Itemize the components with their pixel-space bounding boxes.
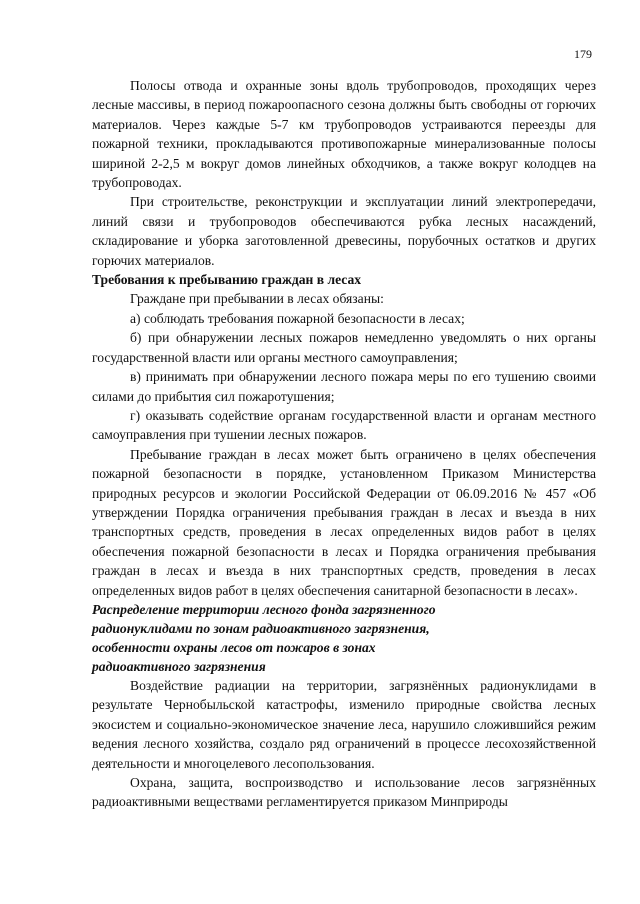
page-number: 179 <box>574 47 592 61</box>
paragraph: Полосы отвода и охранные зоны вдоль трубопроводов, проходящих через лесные массивы, в период пожароопасного сезона должны быть свободны от горючих материалов. Через каждые 5-7 км трубопроводов устраиваются переезды для пожарной техники, прокладываются противопожарные минерализованные полосы шириной 2-2,5 м вокруг домов линейных обходчиков, а также вокруг колодцев на трубопроводах. <box>92 78 596 191</box>
section-heading-italic <box>92 600 596 676</box>
heading-line: особенности охраны лесов от пожаров в зонах <box>92 639 376 655</box>
paragraph: При строительстве, реконструкции и эксплуатации линий электропередачи, линий связи и трубопроводов обеспечиваются рубка лесных насаждений, складирование и уборка заготовленной древесины, порубочных остатков и других горючих материалов. <box>92 194 596 268</box>
paragraph: Граждане при пребывании в лесах обязаны: <box>130 291 384 307</box>
section-heading: Требования к пребыванию граждан в лесах <box>92 272 362 288</box>
paragraph: Пребывание граждан в лесах может быть ограничено в целях обеспечения пожарной безопасности в порядке, установленном Приказом Министерства природных ресурсов и экологии Российской Федерации от 06.09.2016 № 457 «Об утверждении Порядка ограничения пребывания граждан в лесах и въезда в них транспортных средств, проведения в лесах определенных видов работ в целях обеспечения пожарной безопасности в лесах и Порядка ограничения пребывания граждан в лесах и въезда в них транспортных средств, проведения в лесах определенных видов работ в целях обеспечения санитарной безопасности в лесах». <box>92 446 596 598</box>
list-item: г) оказывать содействие органам государственной власти и органам местного самоуправления при тушении лесных пожаров. <box>92 407 596 443</box>
heading-line: радионуклидами по зонам радиоактивного загрязнения, <box>92 620 430 636</box>
list-item: в) принимать при обнаружении лесного пожара меры по его тушению своими силами до прибытия сил пожаротушения; <box>92 369 596 404</box>
paragraph: Охрана, защита, воспроизводство и использование лесов загрязнённых радиоактивными веществами регламентируется приказом Минприроды <box>92 775 596 810</box>
list-item: а) соблюдать требования пожарной безопасности в лесах; <box>130 310 465 326</box>
heading-line: радиоактивного загрязнения <box>92 658 266 674</box>
paragraph: Воздействие радиации на территории, загрязнённых радионуклидами в результате Чернобыльской катастрофы, изменило природные свойства лесных экосистем и социально-экономическое значение леса, нарушило сложившийся режим ведения лесного хозяйства, создало ряд ограничений в процессе лесохозяйственной деятельности и многоцелевого лесопользования. <box>92 677 596 771</box>
list-item: б) при обнаружении лесных пожаров немедленно уведомлять о них органы государственной власти или органы местного самоуправления; <box>92 330 596 365</box>
page-content <box>92 76 596 812</box>
heading-line: Распределение территории лесного фонда загрязненного <box>92 601 436 617</box>
